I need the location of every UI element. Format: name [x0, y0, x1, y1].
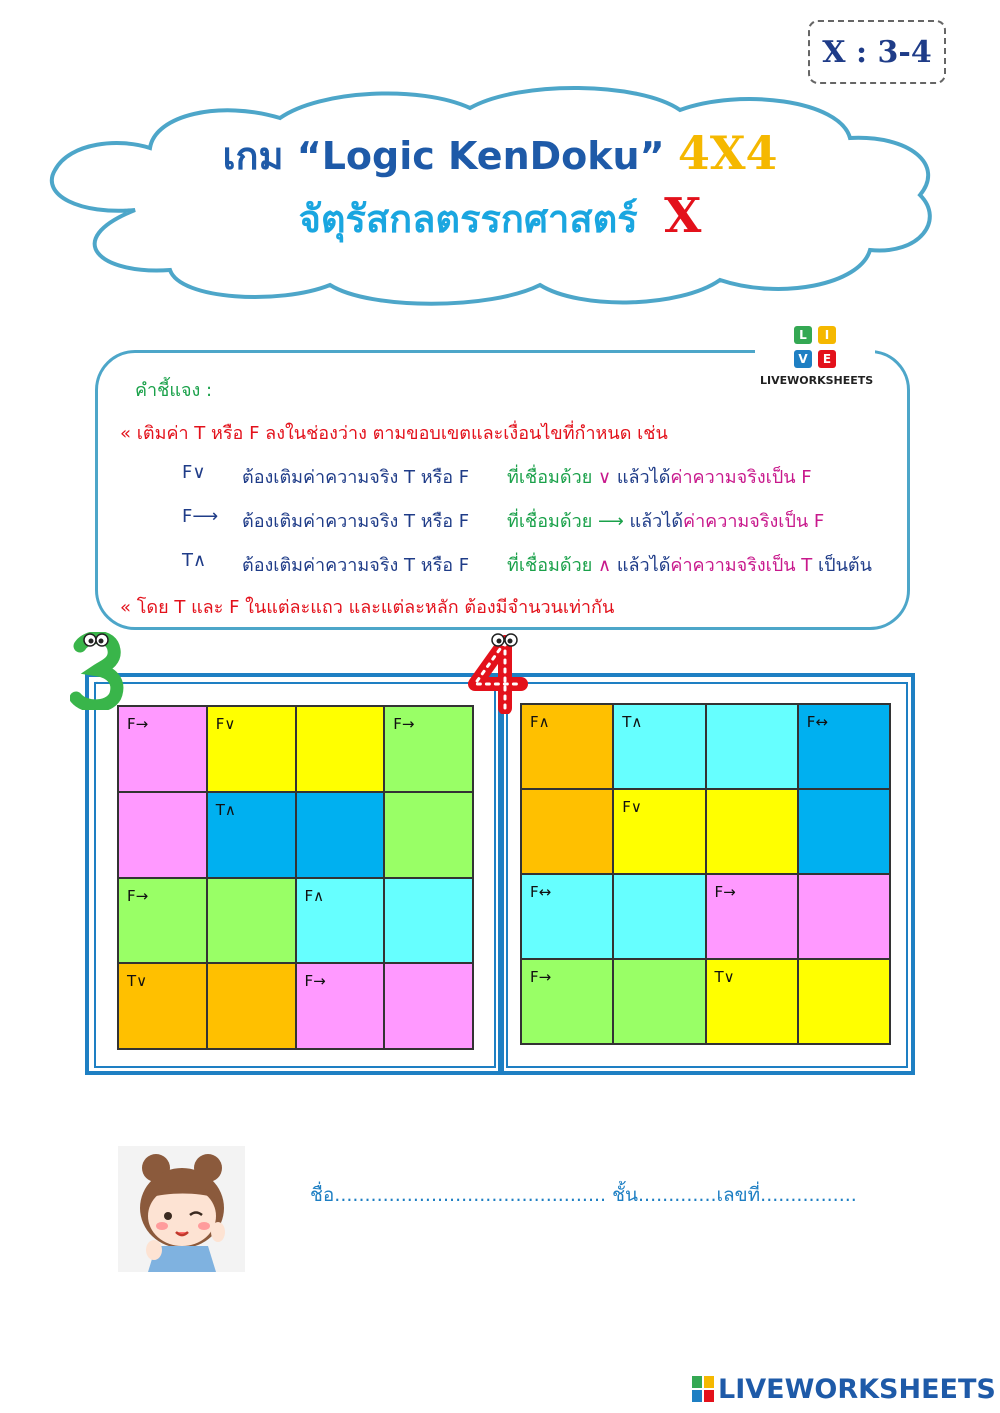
logo-letter-l: L	[794, 326, 812, 344]
number-4-text: 4	[496, 682, 498, 683]
logo-letter-e: E	[818, 350, 836, 368]
connector-prefix: ที่เชื่อมด้วย	[507, 511, 593, 532]
logo-letter-v: V	[794, 350, 812, 368]
footer-logo-icon	[692, 1376, 714, 1402]
puzzle-cell[interactable]	[521, 959, 613, 1044]
puzzle-cell[interactable]	[798, 789, 890, 874]
puzzle-cell[interactable]	[296, 706, 385, 792]
instructions-rule-2: « โดย T และ F ในแต่ละแถว และแต่ละหลัก ต้องมีจำนวนเท่ากัน	[120, 597, 615, 618]
example-symbol: F∨	[182, 462, 206, 483]
connector-middle: แล้วได้	[629, 511, 684, 532]
puzzle-cell[interactable]	[613, 789, 705, 874]
cell-clue: F∨	[622, 798, 642, 816]
cell-clue: F→	[530, 968, 552, 986]
puzzle-cell[interactable]	[207, 792, 296, 878]
puzzle-cell[interactable]	[118, 792, 207, 878]
student-info-line: ชื่อ............................................. ชั้น.............เลขที่................	[310, 1184, 857, 1206]
connector-op: ⟶	[598, 511, 624, 532]
cell-clue: F→	[127, 715, 149, 733]
puzzle-cell[interactable]	[613, 704, 705, 789]
cell-clue: F→	[304, 972, 326, 991]
cell-clue: F→	[127, 886, 149, 905]
puzzle-cell[interactable]	[118, 878, 207, 964]
puzzle-cell[interactable]	[798, 704, 890, 789]
cell-clue: T∧	[215, 800, 236, 819]
number-3-text: 3	[96, 682, 98, 683]
title-size: 4X4	[677, 126, 778, 180]
cell-clue: F↔	[806, 713, 828, 731]
footer-logo	[692, 1374, 996, 1404]
puzzle-number-4-icon	[465, 632, 530, 714]
connector-op: ∧	[598, 555, 612, 576]
puzzle-cell[interactable]	[118, 963, 207, 1049]
logo-text: LIVEWORKSHEETS	[760, 374, 874, 387]
puzzle-cell[interactable]	[706, 959, 798, 1044]
subtitle-mark: X	[664, 188, 702, 244]
puzzle-cell[interactable]	[706, 704, 798, 789]
connector-prefix: ที่เชื่อมด้วย	[507, 555, 593, 576]
puzzle-cell[interactable]	[798, 874, 890, 959]
cell-clue: T∧	[622, 713, 643, 731]
puzzle-cell[interactable]	[384, 706, 473, 792]
cell-clue: F→	[393, 715, 415, 733]
connector-result: ค่าความจริงเป็น T	[670, 555, 813, 576]
student-avatar	[118, 1146, 245, 1272]
puzzle-cell[interactable]	[521, 874, 613, 959]
connector-result: ค่าความจริงเป็น F	[670, 467, 812, 488]
puzzle-cell[interactable]	[613, 874, 705, 959]
puzzle-cell[interactable]	[384, 792, 473, 878]
example-text: ต้องเติมค่าความจริง T หรือ F	[242, 555, 470, 576]
connector-middle: แล้วได้	[616, 555, 671, 576]
cell-clue: F∧	[304, 886, 325, 905]
connector-op: ∨	[598, 467, 612, 488]
puzzle-cell[interactable]	[118, 706, 207, 792]
title-prefix: เกม “Logic KenDoku”	[222, 134, 665, 178]
connector-middle: แล้วได้	[616, 467, 671, 488]
instructions-heading: คำชี้แจง :	[135, 380, 213, 401]
example-text: ต้องเติมค่าความจริง T หรือ F	[242, 467, 470, 488]
puzzle-3-grid	[117, 705, 474, 1050]
puzzle-4-grid	[520, 703, 891, 1045]
puzzle-cell[interactable]	[798, 959, 890, 1044]
example-connector	[507, 550, 872, 579]
puzzle-cell[interactable]	[296, 878, 385, 964]
puzzle-cell[interactable]	[207, 963, 296, 1049]
puzzle-number-3-icon	[70, 632, 125, 710]
puzzle-cell[interactable]	[296, 792, 385, 878]
instructions-rule-1: « เติมค่า T หรือ F ลงในช่องว่าง ตามขอบเขตและเงื่อนไขที่กำหนด เช่น	[120, 423, 668, 444]
cell-clue: T∨	[714, 968, 735, 986]
title-main	[0, 125, 1000, 186]
cell-clue: F∨	[215, 715, 236, 733]
subtitle-text: จัตุรัสกลตรรกศาสตร์	[298, 197, 638, 241]
example-connector	[507, 506, 824, 535]
example-symbol: T∧	[182, 550, 207, 571]
liveworksheets-logo	[760, 322, 872, 392]
connector-suffix: เป็นต้น	[818, 555, 872, 576]
frame-divider	[498, 675, 504, 1073]
puzzle-cell[interactable]	[706, 874, 798, 959]
example-connector	[507, 462, 812, 491]
puzzle-cell[interactable]	[706, 789, 798, 874]
cell-clue: F→	[714, 883, 736, 901]
puzzle-cell[interactable]	[207, 878, 296, 964]
connector-prefix: ที่เชื่อมด้วย	[507, 467, 593, 488]
puzzle-cell[interactable]	[521, 789, 613, 874]
logo-letter-i: I	[818, 326, 836, 344]
example-text: ต้องเติมค่าความจริง T หรือ F	[242, 511, 470, 532]
cell-clue: T∨	[127, 972, 148, 991]
worksheet-code-badge: X : 3-4	[808, 20, 946, 84]
puzzle-cell[interactable]	[384, 878, 473, 964]
cell-clue: F∧	[530, 713, 550, 731]
title-subtitle	[0, 188, 1000, 249]
connector-result: ค่าความจริงเป็น F	[683, 511, 825, 532]
puzzle-cell[interactable]	[613, 959, 705, 1044]
puzzle-cell[interactable]	[296, 963, 385, 1049]
footer-brand: LIVEWORKSHEETS	[718, 1373, 996, 1405]
puzzle-cell[interactable]	[207, 706, 296, 792]
puzzle-cell[interactable]	[521, 704, 613, 789]
puzzle-cell[interactable]	[384, 963, 473, 1049]
cell-clue: F↔	[530, 883, 552, 901]
example-symbol: F⟶	[182, 506, 219, 527]
